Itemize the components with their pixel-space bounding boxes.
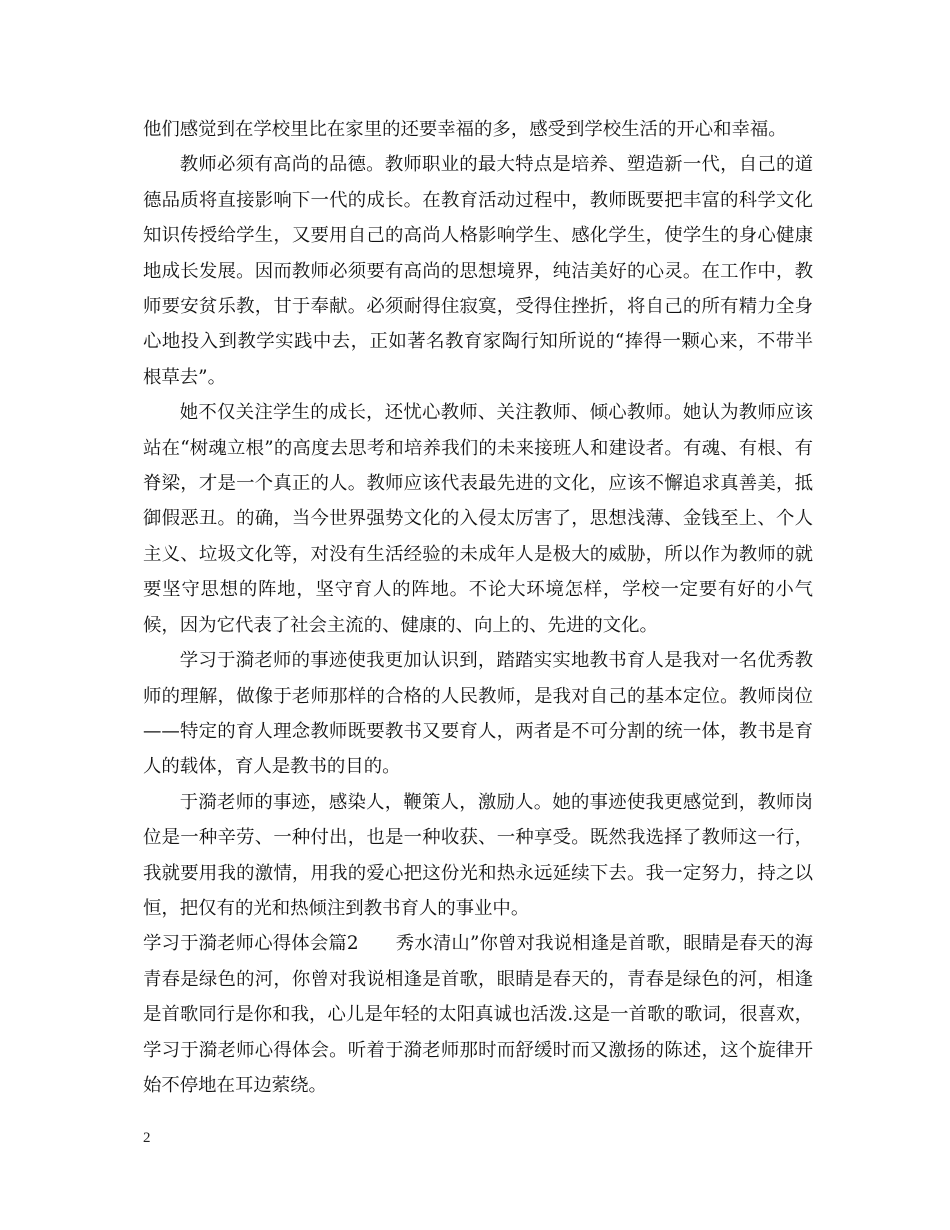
paragraph-teacher-morality: 教师必须有高尚的品德。教师职业的最大特点是培养、塑造新一代，自己的道德品质将直接影响下一代的成长。在教育活动过程中，教师既要把丰富的科学文化知识传授给学生，又要用自己的高尚人格影响学生、感化学生，使学生的身心健康地成长发展。因而教师必须要有高尚的思想境界，纯洁美好的心灵。在工作中，教师要安贫乐教，甘于奉献。必须耐得住寂寞，受得住挫折，将自己的所有精力全身心地投入到教学实践中去，正如著名教育家陶行知所说的“捧得一颗心来，不带半根草去”。 xyxy=(143,154,813,388)
paragraph-learning-from-yu-yi: 学习于漪老师的事迹使我更加认识到，踏踏实实地教书育人是我对一名优秀教师的理解，做像于老师那样的合格的人民教师，是我对自己的基本定位。教师岗位——特定的育人理念教师既要教书又要育人，两者是不可分割的统一体，教书是育人的载体，育人是教书的目的。 xyxy=(143,650,813,778)
paragraph-care-for-teachers: 她不仅关注学生的成长，还忧心教师、关注教师、倾心教师。她认为教师应该站在“树魂立根”的高度去思考和培养我们的未来接班人和建设者。有魂、有根、有脊梁，才是一个真正的人。教师应该代表最先进的文化，应该不懈追求真善美，抵御假恶丑。的确，当今世界强势文化的入侵太厉害了，思想浅薄、金钱至上、个人主义、垃圾文化等，对没有生活经验的未成年人是极大的威胁，所以作为教师的就要坚守思想的阵地，坚守育人的阵地。不论大环境怎样，学校一定要有好的小气候，因为它代表了社会主流的、健康的、向上的、先进的文化。 xyxy=(143,402,813,636)
paragraph-reflection-part-2: 学习于漪老师心得体会篇2 秀水清山”你曾对我说相逢是首歌，眼睛是春天的海青春是绿色的河，你曾对我说相逢是首歌，眼睛是春天的，青春是绿色的河，相逢是首歌同行是你和我，心儿是年轻的太阳真诚也活泼.这是一首歌的歌词，很喜欢，学习于漪老师心得体会。听着于漪老师那时而舒缓时而又激扬的陈述，这个旋律开始不停地在耳边萦绕。 xyxy=(143,933,813,1096)
page-number: 2 xyxy=(143,1130,151,1146)
document-body xyxy=(143,112,813,1103)
paragraph-continuation: 他们感觉到在学校里比在家里的还要幸福的多，感受到学校生活的开心和幸福。 xyxy=(143,119,787,140)
paragraph-inspiration: 于漪老师的事迹，感染人，鞭策人，激励人。她的事迹使我更感觉到，教师岗位是一种辛劳、一种付出，也是一种收获、一种享受。既然我选择了教师这一行，我就要用我的激情，用我的爱心把这份光和热永远延续下去。我一定努力，持之以恒，把仅有的光和热倾注到教书育人的事业中。 xyxy=(143,791,813,919)
